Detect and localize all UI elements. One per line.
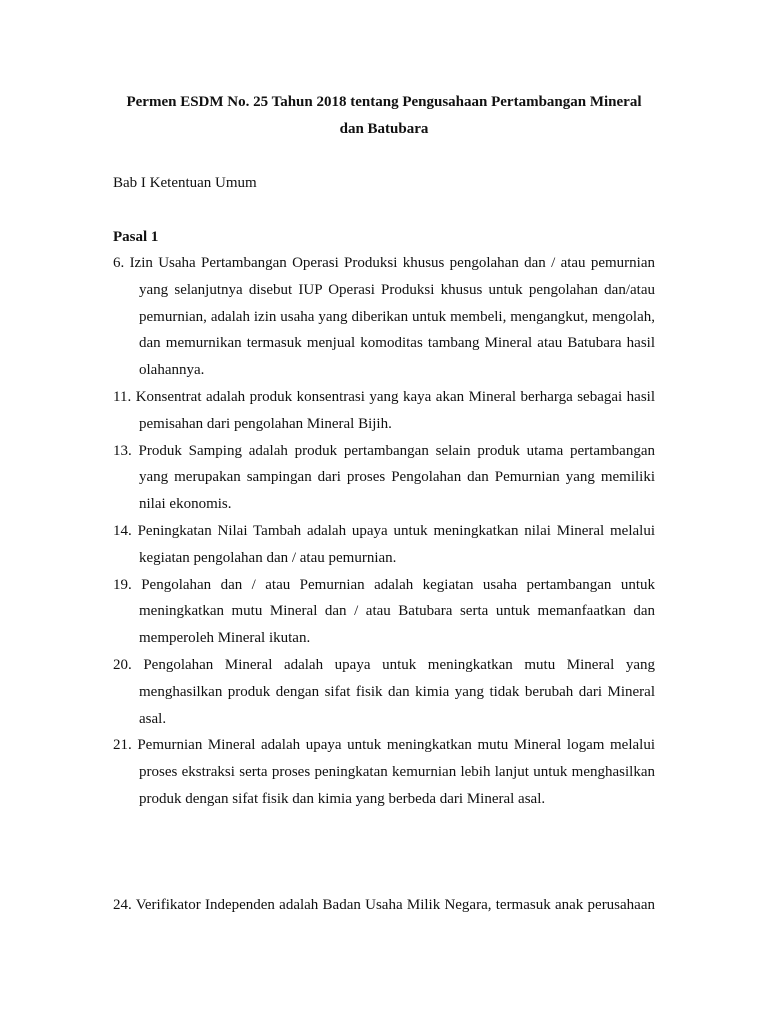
definition-item bbox=[113, 438, 655, 518]
definition-list bbox=[113, 250, 655, 813]
definition-text: Peningkatan Nilai Tambah adalah upaya untuk meningkatkan nilai Mineral melalui kegiatan pengolahan dan / atau pemurnian. bbox=[137, 522, 656, 566]
definition-item bbox=[113, 572, 655, 652]
definition-number: 11. bbox=[113, 388, 132, 405]
definition-number: 14. bbox=[113, 522, 132, 539]
definition-item bbox=[113, 384, 655, 438]
definition-number: 13. bbox=[113, 442, 132, 459]
definition-item bbox=[113, 732, 655, 812]
definition-text: Konsentrat adalah produk konsentrasi yang kaya akan Mineral berharga sebagai hasil pemisahan dari pengolahan Mineral Bijih. bbox=[135, 388, 656, 432]
definition-text: Pengolahan dan / atau Pemurnian adalah kegiatan usaha pertambangan untuk meningkatkan mutu Mineral dan / atau Batubara serta untuk memanfaatkan dan memperoleh Mineral ikutan. bbox=[139, 576, 656, 647]
definition-text: Pengolahan Mineral adalah upaya untuk meningkatkan mutu Mineral yang menghasilkan produk dengan sifat fisik dan kimia yang tidak berubah dari Mineral asal. bbox=[139, 656, 655, 727]
definition-number: 21. bbox=[113, 737, 132, 754]
definition-number: 24. bbox=[113, 897, 132, 913]
definition-text: Pemurnian Mineral adalah upaya untuk meningkatkan mutu Mineral logam melalui proses ekstraksi serta proses peningkatan kemurnian lebih lanjut untuk menghasilkan produk dengan sifat fisik dan kimia yang berbeda dari Mineral asal. bbox=[137, 737, 655, 807]
definition-item-partial bbox=[113, 892, 655, 919]
definition-text: Verifikator Independen adalah Badan Usaha Milik Negara, termasuk anak perusahaan bbox=[135, 897, 655, 913]
definition-number: 20. bbox=[113, 656, 132, 673]
document-title: Permen ESDM No. 25 Tahun 2018 tentang Pengusahaan Pertambangan Mineral dan Batubara bbox=[126, 94, 642, 137]
definition-number: 19. bbox=[113, 576, 132, 593]
definition-item bbox=[113, 250, 655, 384]
definition-number: 6. bbox=[113, 255, 125, 271]
definition-text: Izin Usaha Pertambangan Operasi Produksi khusus pengolahan dan / atau pemurnian yang selanjutnya disebut IUP Operasi Produksi khusus untuk pengolahan dan/atau pemurnian, adalah izin usaha yang diberikan untuk membeli, mengangkut, mengolah, dan memurnikan termasuk menjual komoditas tambang Mineral atau Batubara hasil olahannya. bbox=[129, 255, 655, 379]
chapter-heading: Bab I Ketentuan Umum bbox=[113, 175, 257, 191]
definition-text: Produk Samping adalah produk pertambangan selain produk utama pertambangan yang merupakan sampingan dari proses Pengolahan dan Pemurnian yang memiliki nilai ekonomis. bbox=[138, 442, 655, 513]
article-heading: Pasal 1 bbox=[113, 229, 159, 245]
definition-item bbox=[113, 518, 655, 572]
definition-item bbox=[113, 652, 655, 732]
